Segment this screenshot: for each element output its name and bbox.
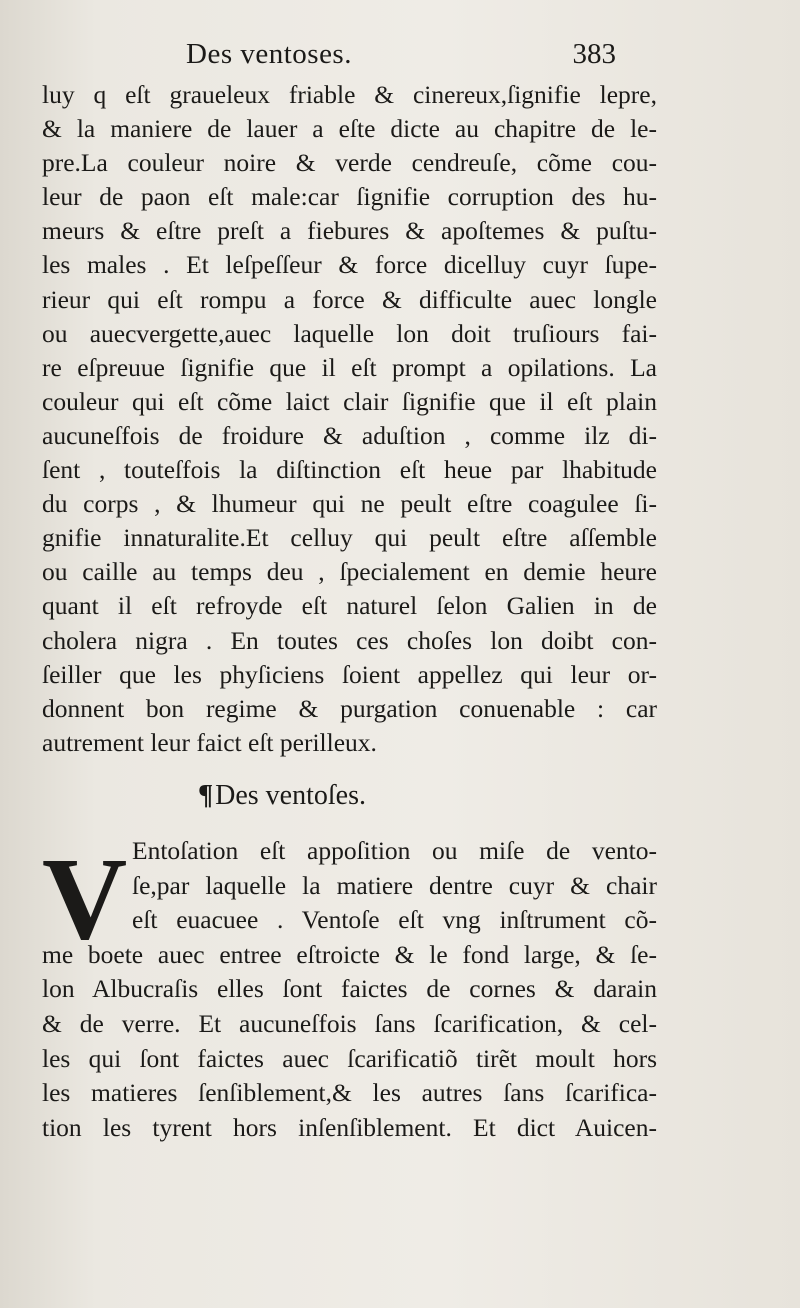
text-line: me boete auec entree eſtroicte & le fond large, & ſe-	[42, 939, 657, 969]
text-line: meurs & eſtre preſt a fiebures & apoſtemes & puſtu-	[42, 216, 657, 246]
text-line: pre.La couleur noire & verde cendreuſe, cõme cou-	[42, 148, 657, 178]
text-line: ſeiller que les phyſiciens ſoient appellez qui leur or-	[42, 659, 657, 689]
text-line: couleur qui eſt cõme laict clair ſignifie que il eſt plain	[42, 386, 657, 416]
text-line: lon Albucraſis elles ſont faictes de cornes & darain	[42, 974, 657, 1004]
text-line: quant il eſt refroyde eſt naturel ſelon Galien in de	[42, 591, 657, 621]
page-header	[186, 38, 626, 78]
text-line: luy q eſt graueleux friable & cinereux,ſignifie lepre,	[42, 80, 657, 109]
text-line: du corps , & lhumeur qui ne peult eſtre coagulee ſi-	[42, 489, 657, 519]
text-line: ſent , touteſfois la diſtinction eſt heue par lhabitude	[42, 455, 657, 485]
text-line: leur de paon eſt male:car ſignifie corruption des hu-	[42, 182, 657, 212]
drop-cap: V	[42, 833, 128, 964]
section-title-text: Des ventoſes.	[215, 780, 366, 811]
text-line: les matieres ſenſiblement,& les autres ſans ſcarifica-	[42, 1078, 657, 1108]
text-line: aucuneſfois de froidure & aduſtion , comme ilz di-	[42, 420, 657, 450]
text-line: gnifie innaturalite.Et celluy qui peult eſtre aſſemble	[42, 523, 657, 553]
text-line: ſe,par laquelle la matiere dentre cuyr & chair	[132, 870, 657, 900]
text-line: & de verre. Et aucuneſfois ſans ſcarification, & cel-	[42, 1008, 657, 1038]
paragraph-2	[42, 834, 657, 1145]
text-line: ou caille au temps deu , ſpecialement en demie heure	[42, 557, 657, 587]
text-line: autrement leur faict eſt perilleux.	[42, 727, 377, 757]
text-line: rieur qui eſt rompu a force & difficulte auec longle	[42, 284, 657, 314]
text-line: les males . Et leſpeſſeur & force dicelluy cuyr ſupe-	[42, 250, 657, 280]
section-title	[198, 780, 366, 812]
text-line: ou auecvergette,auec laquelle lon doit truſiours fai-	[42, 318, 657, 348]
pilcrow-mark: ¶	[198, 780, 214, 811]
text-line: les qui ſont faictes auec ſcarificatiõ tirẽt moult hors	[42, 1043, 657, 1073]
paragraph-1	[42, 78, 657, 760]
text-line: eſt euacuee . Ventoſe eſt vng inſtrument cõ-	[132, 905, 657, 935]
text-line: tion les tyrent hors inſenſiblement. Et dict Auicen-	[42, 1112, 657, 1142]
page-number: 383	[572, 38, 616, 70]
running-head: Des ventoses.	[186, 38, 352, 70]
text-line: re eſpreuue ſignifie que il eſt prompt a opilations. La	[42, 352, 657, 382]
text-line: & la maniere de lauer a eſte dicte au chapitre de le-	[42, 114, 657, 144]
text-line: Entoſation eſt appoſition ou miſe de vento-	[132, 836, 657, 865]
text-line: cholera nigra . En toutes ces choſes lon doibt con-	[42, 625, 657, 655]
text-line: donnent bon regime & purgation conuenable : car	[42, 693, 657, 723]
